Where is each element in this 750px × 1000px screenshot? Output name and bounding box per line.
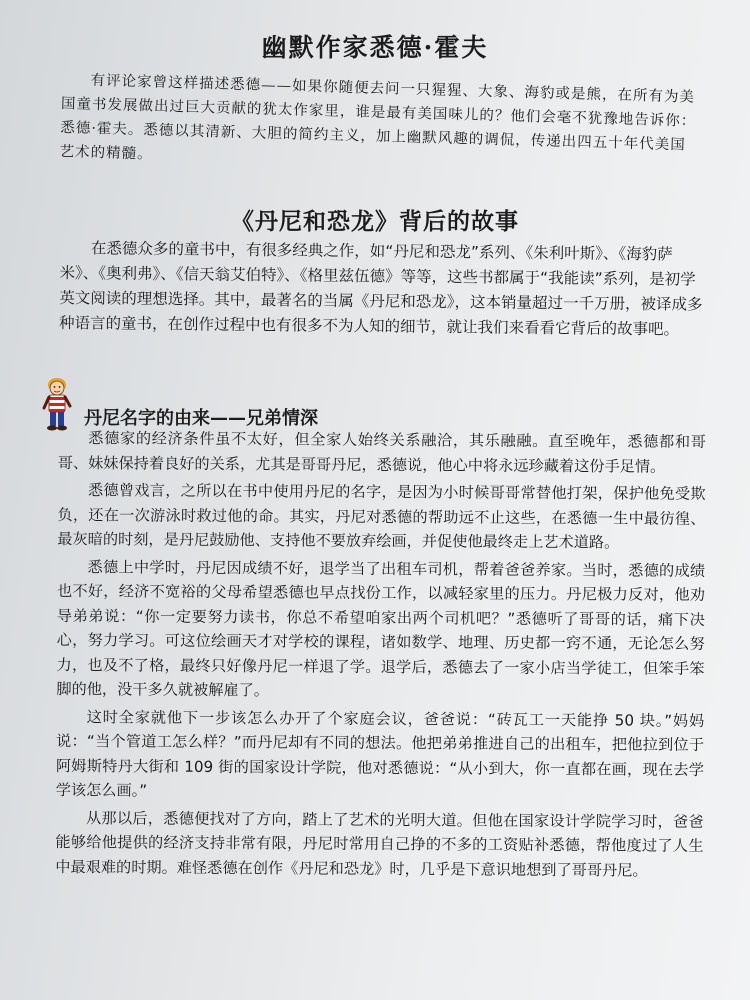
danny-boy-icon	[40, 376, 74, 432]
body-paragraph: 从那以后，悉德便找对了方向，踏上了艺术的光明大道。但他在国家设计学院学习时，爸爸能够给他提供的经济支持非常有限，丹尼时常用自己挣的不多的工资贴补悉德，帮他度过了人生中最艰难的时期。难怪悉德在创作《丹尼和恐龙》时，几乎是下意识地想到了哥哥丹尼。	[55, 808, 704, 880]
story-title: 《丹尼和恐龙》背后的故事	[231, 208, 519, 235]
body-paragraph: 悉德家的经济条件虽不太好，但全家人始终关系融洽，其乐融融。直至晚年，悉德都和哥哥、妹妹保持着良好的关系，尤其是哥哥丹尼，悉德说，他心中将永远珍藏着这份手足情。	[57, 429, 706, 476]
page-title: 幽默作家悉德·霍夫	[261, 33, 489, 62]
section-header	[40, 376, 318, 432]
body-paragraph: 悉德上中学时，丹尼因成绩不好，退学当了出租车司机，帮着爸爸养家。当时，悉德的成绩也不好，经济不宽裕的父母希望悉德也早点找份工作，以减轻家里的压力。丹尼极力反对，他劝导弟弟说：“你一定要努力读书，你总不希望咱家出两个司机吧？”悉德听了哥哥的话，痛下决心，努力学习。可这位绘画天才对学校的课程，诸如数学、地理、历史都一窍不通，无论怎么努力，也及不了格，最终只好像丹尼一样退了学。退学后，悉德去了一家小店当学徒工，但笨手笨脚的他，没干多久就被解雇了。	[56, 557, 706, 700]
intro-block	[59, 68, 701, 182]
section-body	[55, 426, 706, 886]
intro-paragraph: 有评论家曾这样描述悉德——如果你随便去问一只猩猩、大象、海豹或是熊，在所有为美国童书发展做出过巨大贡献的犹太作家里，谁是最有美国味儿的？他们会毫不犹豫地告诉你：悉德·霍夫。悉德以其清新、大胆的简约主义，加上幽默风趣的调侃，传递出四五十年代美国艺术的精髓。	[59, 72, 697, 163]
body-paragraph: 这时全家就他下一步该怎么办开了个家庭会议，爸爸说：“砖瓦工一天能挣 50 块。”妈妈说：“当个管道工怎么样？”而丹尼却有不同的想法。他把弟弟推进自己的出租车，把他拉到位于阿姆斯特丹大街和 109 街的国家设计学院，他对悉德说：“从小到大，你一直都在画，现在去学学该怎么画。”	[55, 707, 705, 800]
story-intro-block	[59, 236, 705, 343]
body-paragraph: 悉德曾戏言，之所以在书中使用丹尼的名字，是因为小时候哥哥常替他打架，保护他免受欺负，还在一次游泳时救过他的命。其实，丹尼对悉德的帮助远不止这些，在悉德一生中最彷徨、最灰暗的时刻，是丹尼鼓励他、支持他不要放弃绘画，并促使他最终走上艺术道路。	[57, 481, 706, 552]
story-intro-paragraph: 在悉德众多的童书中，有很多经典之作，如“丹尼和恐龙”系列、《朱利叶斯》、《海豹萨米》、《奥利弗》、《信天翁艾伯特》、《格里兹伍德》等等，这些书都属于“我能读”系列，是初学英文阅读的理想选择。其中，最著名的当属《丹尼和恐龙》，这本销量超过一千万册，被译成多种语言的童书，在创作过程中也有很多不为人知的细节，就让我们来看看它背后的故事吧。	[58, 239, 703, 339]
section-title: 丹尼名字的由来——兄弟情深	[84, 408, 318, 429]
